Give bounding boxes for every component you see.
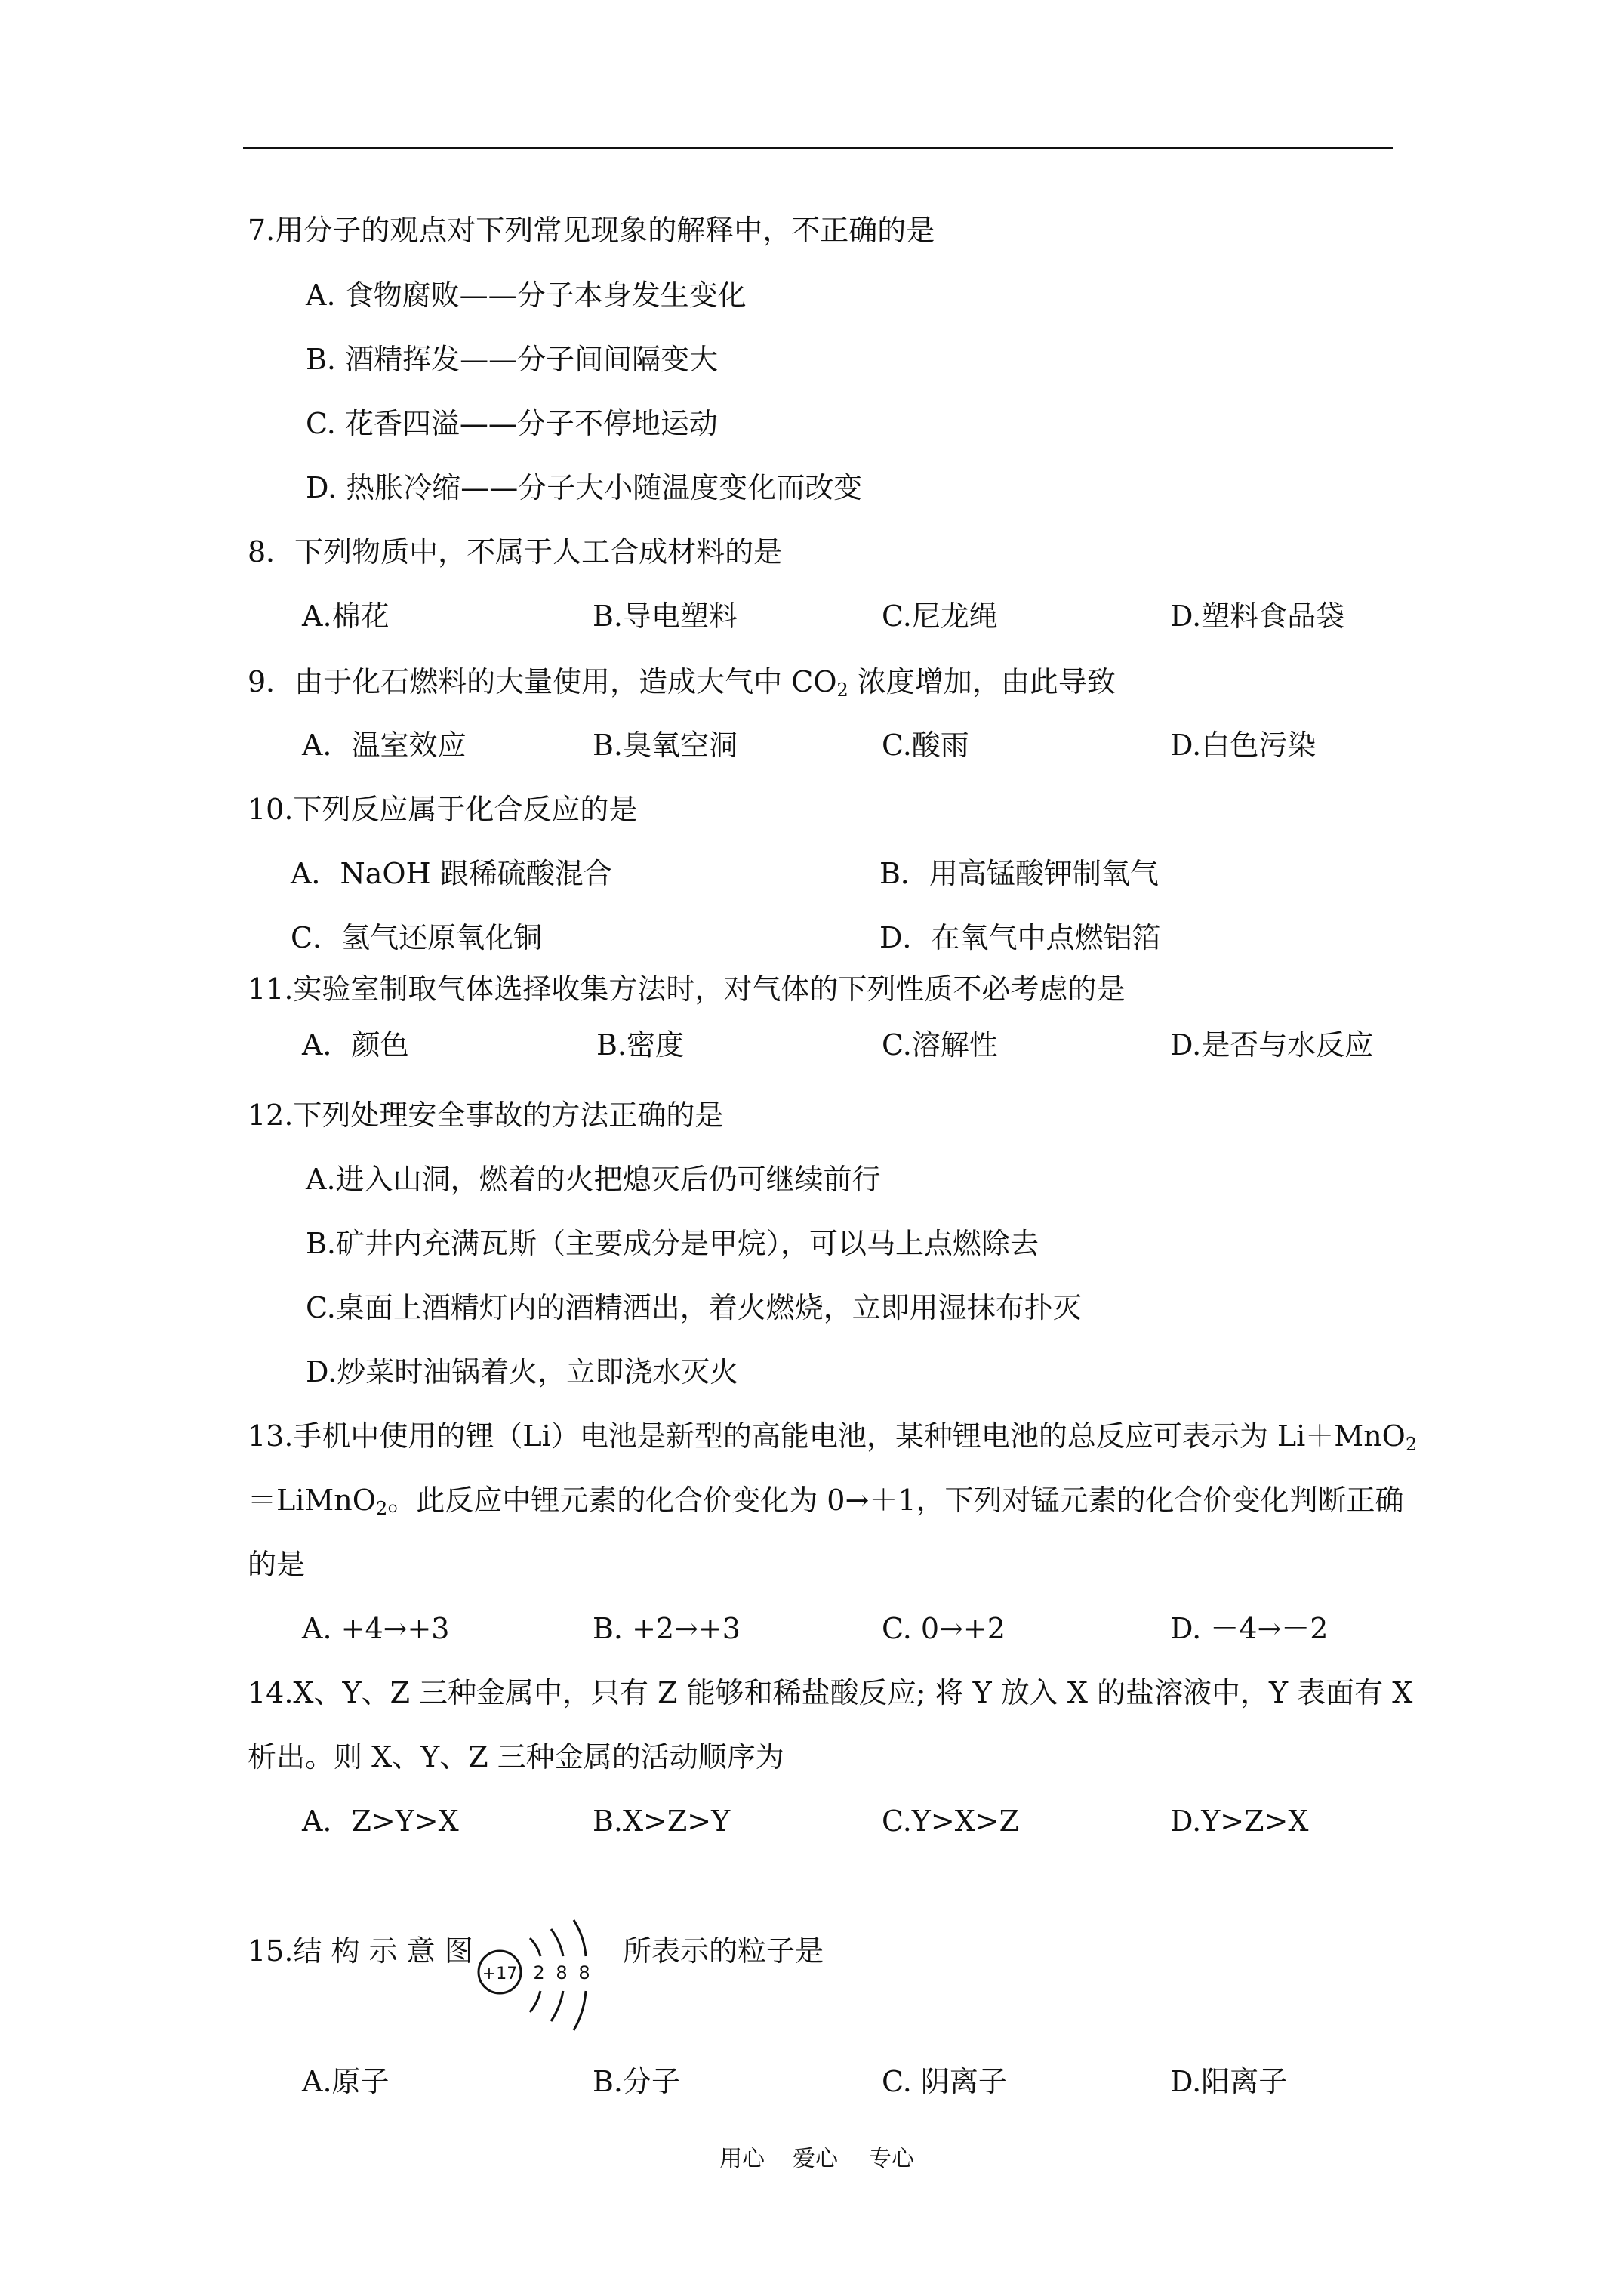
q13-line2-text-end: 。此反应中锂元素的化合价变化为 0→＋1，下列对锰元素的化合价变化判断正确 <box>387 1484 1404 1517</box>
q9-option-a: A．温室效应 <box>302 729 467 762</box>
q15-option-c: C. 阴离子 <box>882 2065 1007 2098</box>
q13-option-a: A. +4→+3 <box>302 1612 450 1645</box>
q14-option-d: D.Y>Z>X <box>1170 1804 1309 1838</box>
q13-stem-line1 <box>248 1419 1418 1455</box>
q7-option-a: A. 食物腐败——分子本身发生变化 <box>306 279 747 312</box>
q11-option-d: D.是否与水反应 <box>1170 1028 1374 1062</box>
q15-option-d: D.阳离子 <box>1170 2065 1288 2098</box>
q12-option-a: A.进入山洞，燃着的火把熄灭后仍可继续前行 <box>306 1163 881 1196</box>
q13-line1-text: 13.手机中使用的锂（Li）电池是新型的高能电池，某种锂电池的总反应可表示为 Li＋MnO <box>248 1419 1406 1453</box>
q10-stem: 10.下列反应属于化合反应的是 <box>248 793 638 826</box>
q8-option-d: D.塑料食品袋 <box>1170 599 1345 633</box>
q11-option-c: C.溶解性 <box>882 1028 998 1062</box>
q7-option-b: B. 酒精挥发——分子间间隔变大 <box>306 343 719 376</box>
q14-stem-line2: 析出。则 X、Y、Z 三种金属的活动顺序为 <box>248 1740 784 1774</box>
shell-1-arc-top <box>530 1938 540 1956</box>
shell-3-arc-bottom <box>574 1991 586 2030</box>
shell-3-arc-top <box>574 1920 586 1956</box>
q11-option-a: A．颜色 <box>302 1028 409 1062</box>
q7-stem: 7.用分子的观点对下列常见现象的解释中，不正确的是 <box>248 214 935 247</box>
q9-option-c: C.酸雨 <box>882 729 969 762</box>
q9-stem-text-end: 浓度增加，由此导致 <box>848 665 1116 698</box>
q12-stem: 12.下列处理安全事故的方法正确的是 <box>248 1099 724 1132</box>
q13-stem-line2 <box>248 1486 1404 1518</box>
q9-stem <box>248 667 1116 699</box>
q14-option-c: C.Y>X>Z <box>882 1804 1020 1838</box>
q8-option-c: C.尼龙绳 <box>882 599 998 633</box>
atomic-structure-diagram <box>468 1906 604 2035</box>
shell-3-electrons: 8 <box>578 1962 590 1983</box>
footer-word-3: 专心 <box>869 2146 914 2172</box>
q9-stem-text: 9．由于化石燃料的大量使用，造成大气中 CO <box>248 665 837 698</box>
shell-2-electrons: 8 <box>556 1962 568 1983</box>
q13-line2-text: ＝LiMnO <box>248 1484 376 1517</box>
q14-option-a: A．Z>Y>X <box>302 1804 459 1838</box>
atomic-structure-svg <box>468 1906 604 2035</box>
q9-option-b: B.臭氧空洞 <box>593 729 738 762</box>
q15-option-b: B.分子 <box>593 2065 681 2098</box>
nucleus-charge: +17 <box>482 1965 518 1983</box>
q15-stem-text: 15.结 构 示 意 图 <box>248 1934 473 1968</box>
q12-option-d: D.炒菜时油锅着火，立即浇水灭火 <box>306 1355 739 1388</box>
q8-option-a: A.棉花 <box>302 599 390 633</box>
q9-stem-subscript: 2 <box>836 680 848 701</box>
q12-option-b: B.矿井内充满瓦斯（主要成分是甲烷），可以马上点燃除去 <box>306 1227 1039 1260</box>
q13-option-b: B. +2→+3 <box>593 1612 741 1645</box>
shell-1-arc-bottom <box>530 1991 540 2012</box>
q11-stem: 11.实验室制取气体选择收集方法时，对气体的下列性质不必考虑的是 <box>248 972 1126 1006</box>
q11-option-b: B.密度 <box>596 1028 685 1062</box>
q12-option-c: C.桌面上酒精灯内的酒精洒出，着火燃烧，立即用湿抹布扑灭 <box>306 1291 1082 1324</box>
q8-option-b: B.导电塑料 <box>593 599 738 633</box>
q14-option-b: B.X>Z>Y <box>593 1804 731 1838</box>
q13-option-c: C. 0→+2 <box>882 1612 1006 1645</box>
q10-option-c: C．氢气还原氧化铜 <box>291 921 543 954</box>
q13-option-d: D. －4→－2 <box>1170 1612 1329 1645</box>
footer-word-1: 用心 <box>719 2146 765 2172</box>
q8-stem: 8．下列物质中，不属于人工合成材料的是 <box>248 535 783 569</box>
q7-option-d: D. 热胀冷缩——分子大小随温度变化而改变 <box>306 471 863 504</box>
shell-2-arc-top <box>551 1929 563 1956</box>
q9-option-d: D.白色污染 <box>1170 729 1317 762</box>
q13-stem-line3: 的是 <box>248 1548 306 1581</box>
q7-option-c: C. 花香四溢——分子不停地运动 <box>306 407 718 440</box>
header-rule <box>243 147 1393 149</box>
q15-stem-text-end: 所表示的粒子是 <box>623 1934 824 1968</box>
q10-option-d: D．在氧气中点燃铝箔 <box>879 921 1161 954</box>
q13-line1-subscript: 2 <box>1405 1434 1418 1455</box>
q14-stem-line1: 14.X、Y、Z 三种金属中，只有 Z 能够和稀盐酸反应; 将 Y 放入 X 的盐溶液中，Y 表面有 X <box>248 1676 1413 1709</box>
q15-option-a: A.原子 <box>302 2065 390 2098</box>
shell-2-arc-bottom <box>551 1991 563 2021</box>
q13-line2-subscript: 2 <box>375 1498 388 1519</box>
shell-1-electrons: 2 <box>533 1962 545 1983</box>
q10-option-b: B．用高锰酸钾制氧气 <box>879 857 1159 890</box>
q10-option-a: A．NaOH 跟稀硫酸混合 <box>291 857 612 890</box>
footer-word-2: 爱心 <box>793 2146 838 2172</box>
